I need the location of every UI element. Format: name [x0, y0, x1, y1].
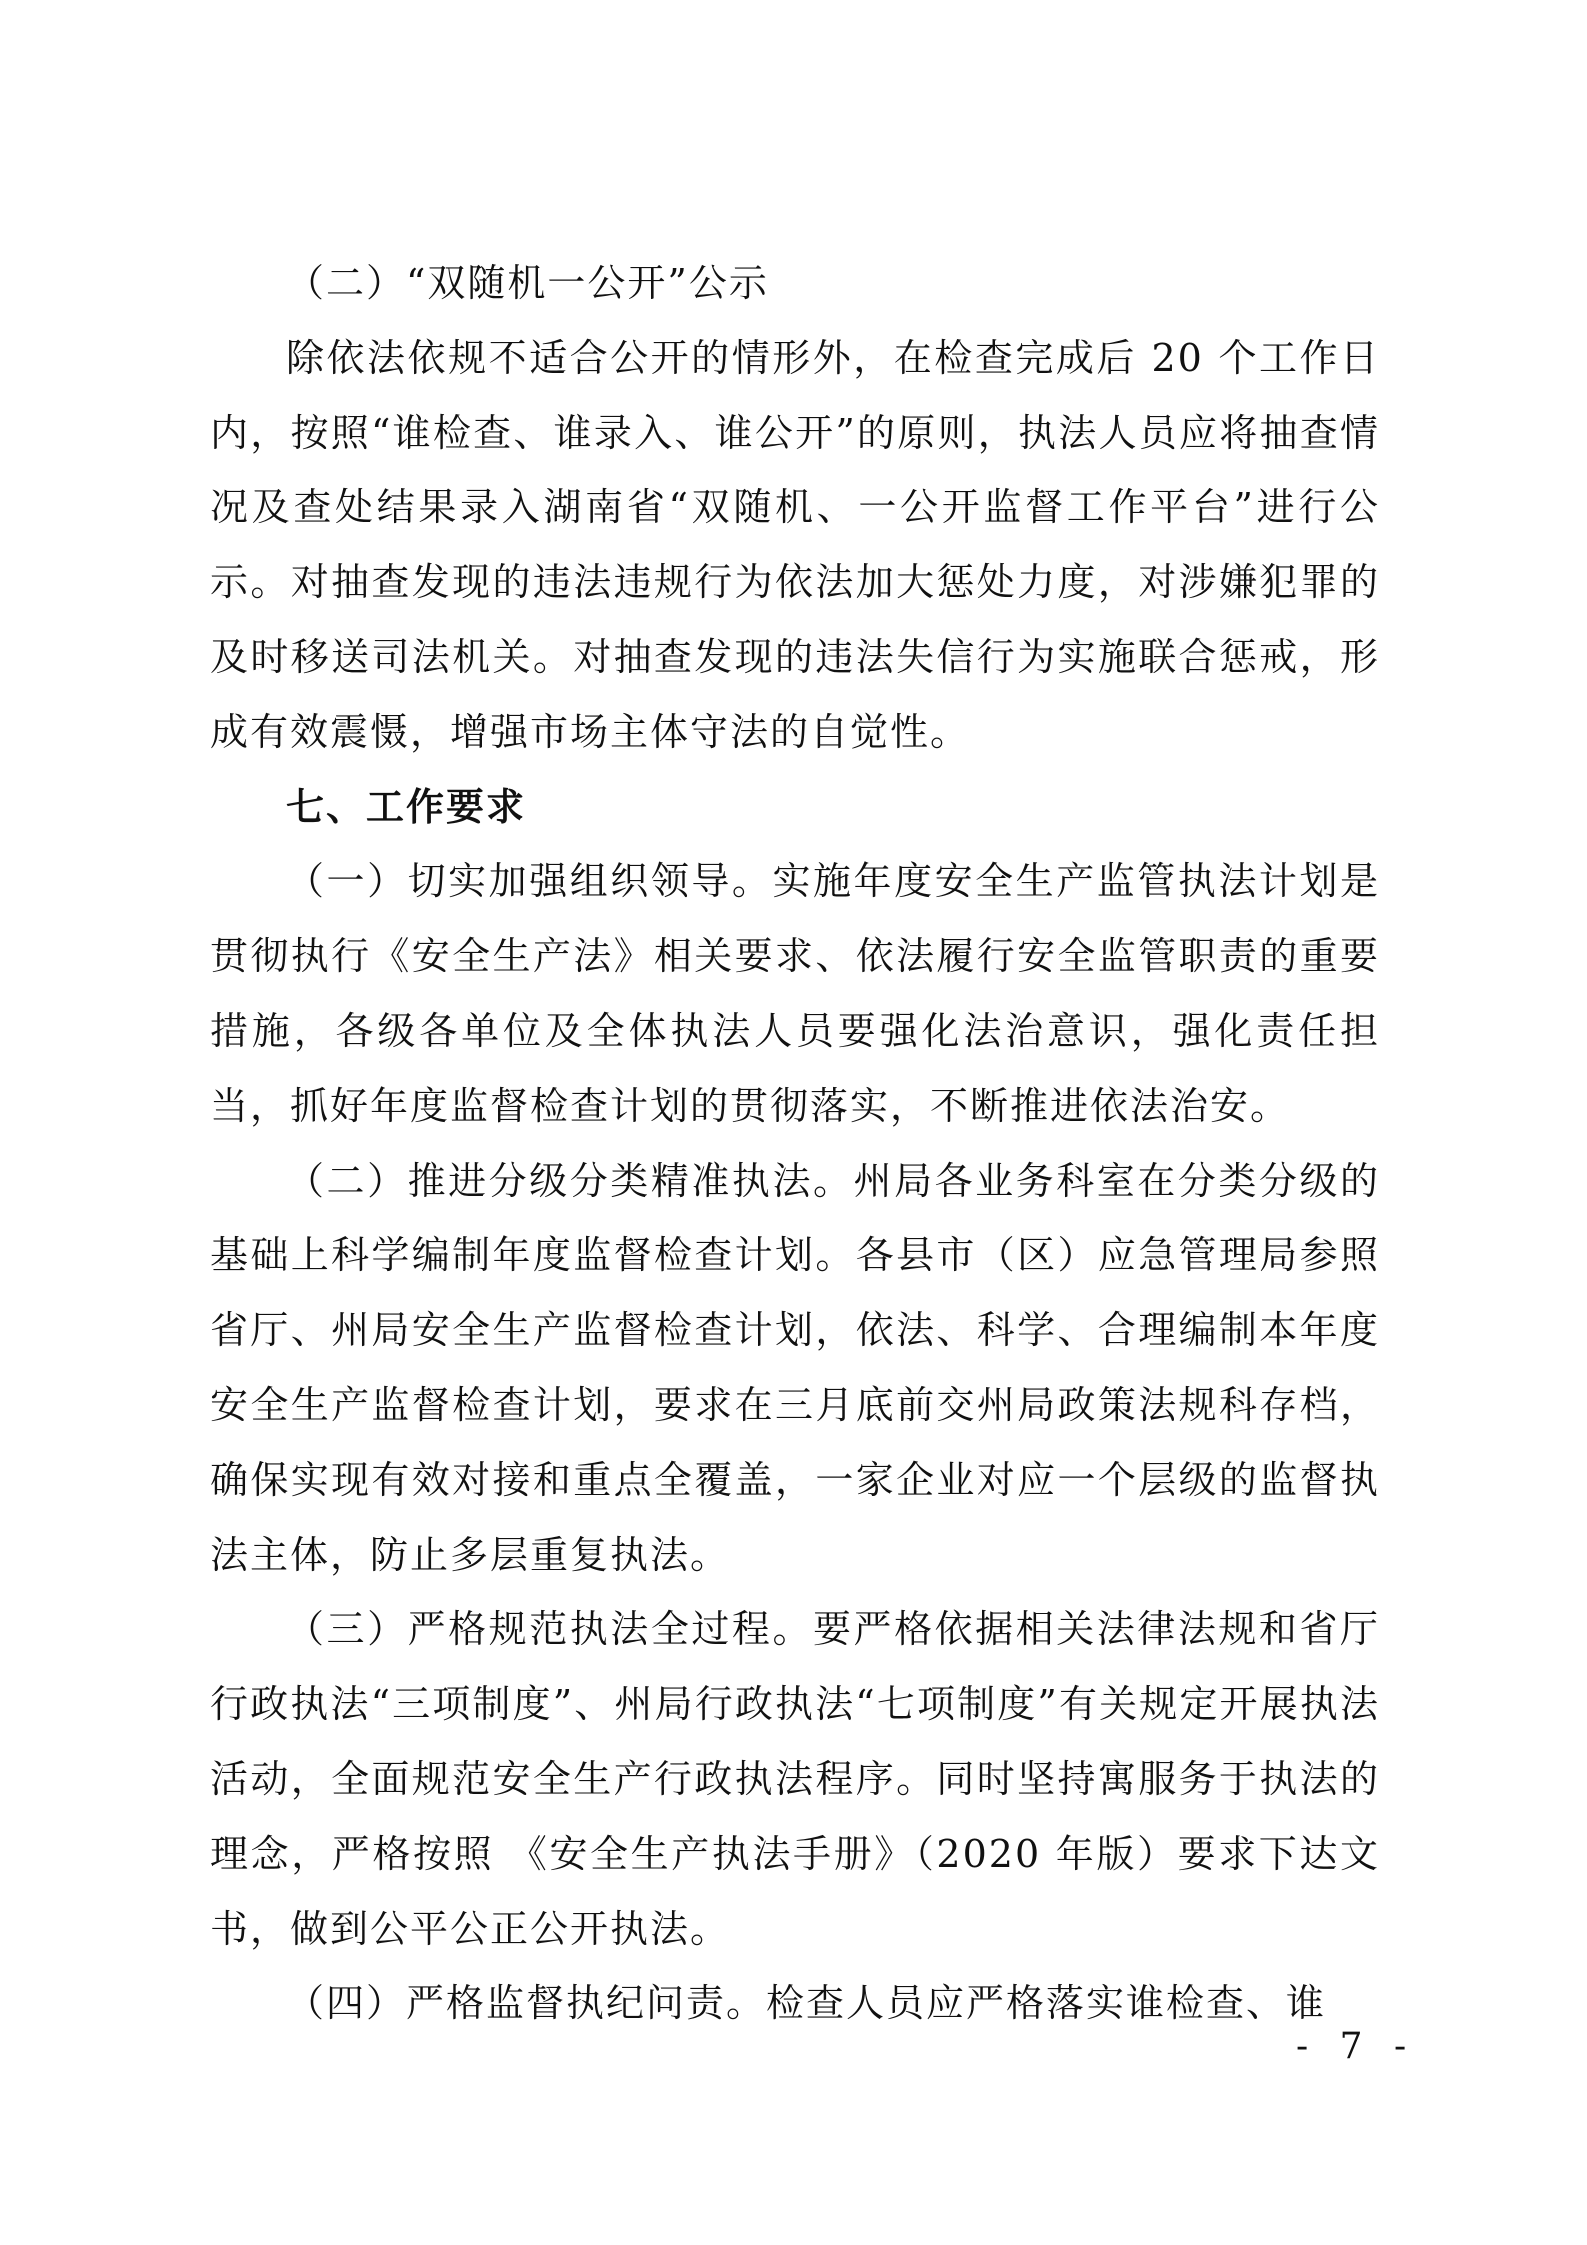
item-3-text: 要严格依据相关法律法规和省厅行政执法“三项制度”、州局行政执法“七项制度”有关规定开展执法活动，全面规范安全生产行政执法程序。同时坚持寓服务于执法的理念，严格按照 《安全生产执法手册》（2020 年版）要求下达文书，做到公平公正公开执法。: [210, 1607, 1380, 1951]
item-2-text: 州局各业务科室在分类分级的基础上科学编制年度监督检查计划。各县市（区）应急管理局参照省厅、州局安全生产监督检查计划，依法、科学、合理编制本年度安全生产监督检查计划，要求在三月底前交州局政策法规科存档，确保实现有效对接和重点全覆盖，一家企业对应一个层级的监督执法主体，防止多层重复执法。: [210, 1158, 1380, 1577]
item-1-lead: （一）切实加强组织领导。: [286, 859, 773, 904]
document-body: [210, 246, 1380, 2041]
paragraph-item-3: [210, 1592, 1380, 1966]
page-number: - 7 -: [1296, 2026, 1417, 2067]
item-4-text: 检查人员应严格落实谁检查、谁: [766, 1981, 1327, 2026]
paragraph-item-1: [210, 844, 1380, 1143]
item-3-lead: （三）严格规范执法全过程。: [286, 1607, 813, 1652]
item-2-lead: （二）推进分级分类精准执法。: [286, 1158, 854, 1203]
sub-heading-publicity: （二）“双随机一公开”公示: [286, 261, 769, 305]
paragraph-item-4: [210, 1966, 1380, 2041]
item-4-lead: （四）严格监督执纪问责。: [286, 1981, 767, 2026]
paragraph-publicity: 除依法依规不适合公开的情形外，在检查完成后 20 个工作日内，按照“谁检查、谁录入、谁公开”的原则，执法人员应将抽查情况及查处结果录入湖南省“双随机、一公开监督工作平台”进行公示。对抽查发现的违法违规行为依法加大惩处力度，对涉嫌犯罪的及时移送司法机关。对抽查发现的违法失信行为实施联合惩戒，形成有效震慑，增强市场主体守法的自觉性。: [210, 335, 1380, 754]
item-1-text: 实施年度安全生产监管执法计划是贯彻执行《安全生产法》相关要求、依法履行安全监管职责的重要措施，各级各单位及全体执法人员要强化法治意识，强化责任担当，抓好年度监督检查计划的贯彻落实，不断推进依法治安。: [210, 859, 1380, 1128]
section-title: 七、工作要求: [286, 784, 527, 829]
paragraph-item-2: [210, 1144, 1380, 1593]
